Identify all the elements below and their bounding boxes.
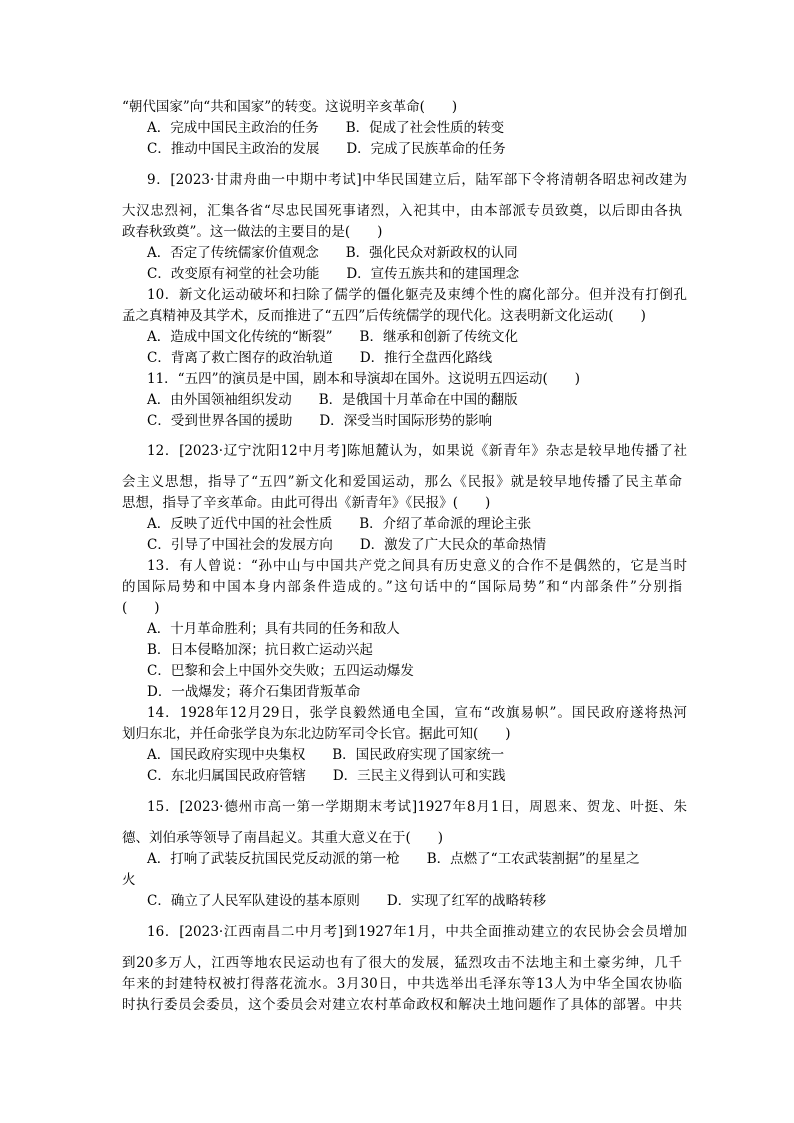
question-10-options-ab: A．造成中国文化传统的“断裂” B．继承和创新了传统文化 [147,329,518,345]
question-10-stem-line2: 孟之真精神及其学术，反而推进了“五四”后传统儒学的现代化。这表明新文化运动( ) [122,308,646,324]
question-12-stem-line3: 思想，指导了辛亥革命。由此可得出《新青年》《民报》( ) [122,495,491,511]
question-15-options-ab-wrap: 火 [122,872,136,888]
question-13-option-b: B．日本侵略加深；抗日救亡运动兴起 [147,642,373,658]
question-10-options-cd: C．背离了救亡图存的政治轨道 D．推行全盘西化路线 [147,350,493,366]
question-11-options-ab: A．由外国领袖组织发动 B．是俄国十月革命在中国的翻版 [147,392,518,408]
question-12-options-cd: C．引导了中国社会的发展方向 D．激发了广大民众的革命热情 [147,537,547,553]
question-10-stem-line1: 10．新文化运动破坏和扫除了儒学的僵化躯壳及束缚个性的腐化部分。但并没有打倒孔 [147,287,687,303]
question-13-option-c: C．巴黎和会上中国外交失败；五四运动爆发 [147,663,414,679]
question-13-stem-line3: ( ) [122,600,160,616]
question-11-options-cd: C．受到世界各国的援助 D．深受当时国际形势的影响 [147,413,493,429]
question-13-option-a: A．十月革命胜利；具有共同的任务和敌人 [147,621,400,637]
question-14-options-ab: A．国民政府实现中央集权 B．国民政府实现了国家统一 [147,747,505,763]
question-16-stem-line4: 时执行委员会委员，这个委员会对建立农村革命政权和解决土地问题作了具体的部署。中共 [122,997,682,1013]
question-13-stem-line2: 的国际局势和中国本身内部条件造成的。”这句话中的“国际局势”和“内部条件”分别指 [122,579,682,595]
question-9-stem-line3: 政春秋致奠”。这一做法的主要目的是( ) [122,224,383,240]
question-15-options-cd: C．确立了人民军队建设的基本原则 D．实现了红军的战略转移 [147,893,547,909]
question-8-stem: “朝代国家”向“共和国家”的转变。这说明辛亥革命( ) [122,99,458,115]
question-13-stem-line1: 13．有人曾说：“孙中山与中国共产党之间具有历史意义的合作不是偶然的，它是当时 [147,558,687,574]
question-12-stem-line2: 会主义思想，指导了“五四”新文化和爱国运动，那么《民报》就是较早地传播了民主革命 [122,474,682,490]
question-9-stem-line1: 9．[2023·甘肃舟曲一中期中考试]中华民国建立后，陆军部下令将清朝各昭忠祠改建为 [147,172,687,188]
question-8-options-ab: A．完成中国民主政治的任务 B．促成了社会性质的转变 [147,120,505,136]
question-15-stem-line2: 德、刘伯承等领导了南昌起义。其重大意义在于( ) [122,830,444,846]
question-16-stem-line3: 年来的封建特权被打得落花流水。3月30日，中共选举出毛泽东等13人为中华全国农协临 [122,976,682,992]
question-14-stem-line1: 14．1928年12月29日，张学良毅然通电全国，宣布“改旗易帜”。国民政府遂将热河 [147,705,687,721]
question-9-options-cd: C．改变原有祠堂的社会功能 D．宣传五族共和的建国理念 [147,266,520,282]
question-14-options-cd: C．东北归属国民政府管辖 D．三民主义得到认可和实践 [147,768,506,784]
question-15-options-ab: A．打响了武装反抗国民党反动派的第一枪 B．点燃了“工农武装割据”的星星之 [147,851,640,867]
question-14-stem-line2: 划归东北，并任命张学良为东北边防军司令长官。据此可知( ) [122,726,511,742]
question-13-option-d: D．一战爆发；蒋介石集团背叛革命 [147,684,361,700]
question-16-stem-line1: 16．[2023·江西南昌二中月考]到1927年1月，中共全面推动建立的农民协会会员增加 [147,924,687,940]
question-12-stem-line1: 12．[2023·辽宁沈阳12中月考]陈旭麓认为，如果说《新青年》杂志是较早地传播了社 [147,443,687,459]
question-16-stem-line2: 到20多万人，江西等地农民运动也有了很大的发展，猛烈攻击不法地主和土豪劣绅，几千 [122,955,682,971]
question-12-options-ab: A．反映了近代中国的社会性质 B．介绍了革命派的理论主张 [147,516,532,532]
question-9-options-ab: A．否定了传统儒家价值观念 B．强化民众对新政权的认同 [147,245,518,261]
question-15-stem-line1: 15．[2023·德州市高一第一学期期末考试]1927年8月1日，周恩来、贺龙、叶挺、朱 [147,799,687,815]
question-9-stem-line2: 大汉忠烈祠，汇集各省“尽忠民国死事诸烈，入祀其中，由本部派专员致奠，以后即由各执 [122,203,682,219]
question-11-stem: 11．“五四”的演员是中国，剧本和导演却在国外。这说明五四运动( ) [147,371,581,387]
question-8-options-cd: C．推动中国民主政治的发展 D．完成了民族革命的任务 [147,141,506,157]
